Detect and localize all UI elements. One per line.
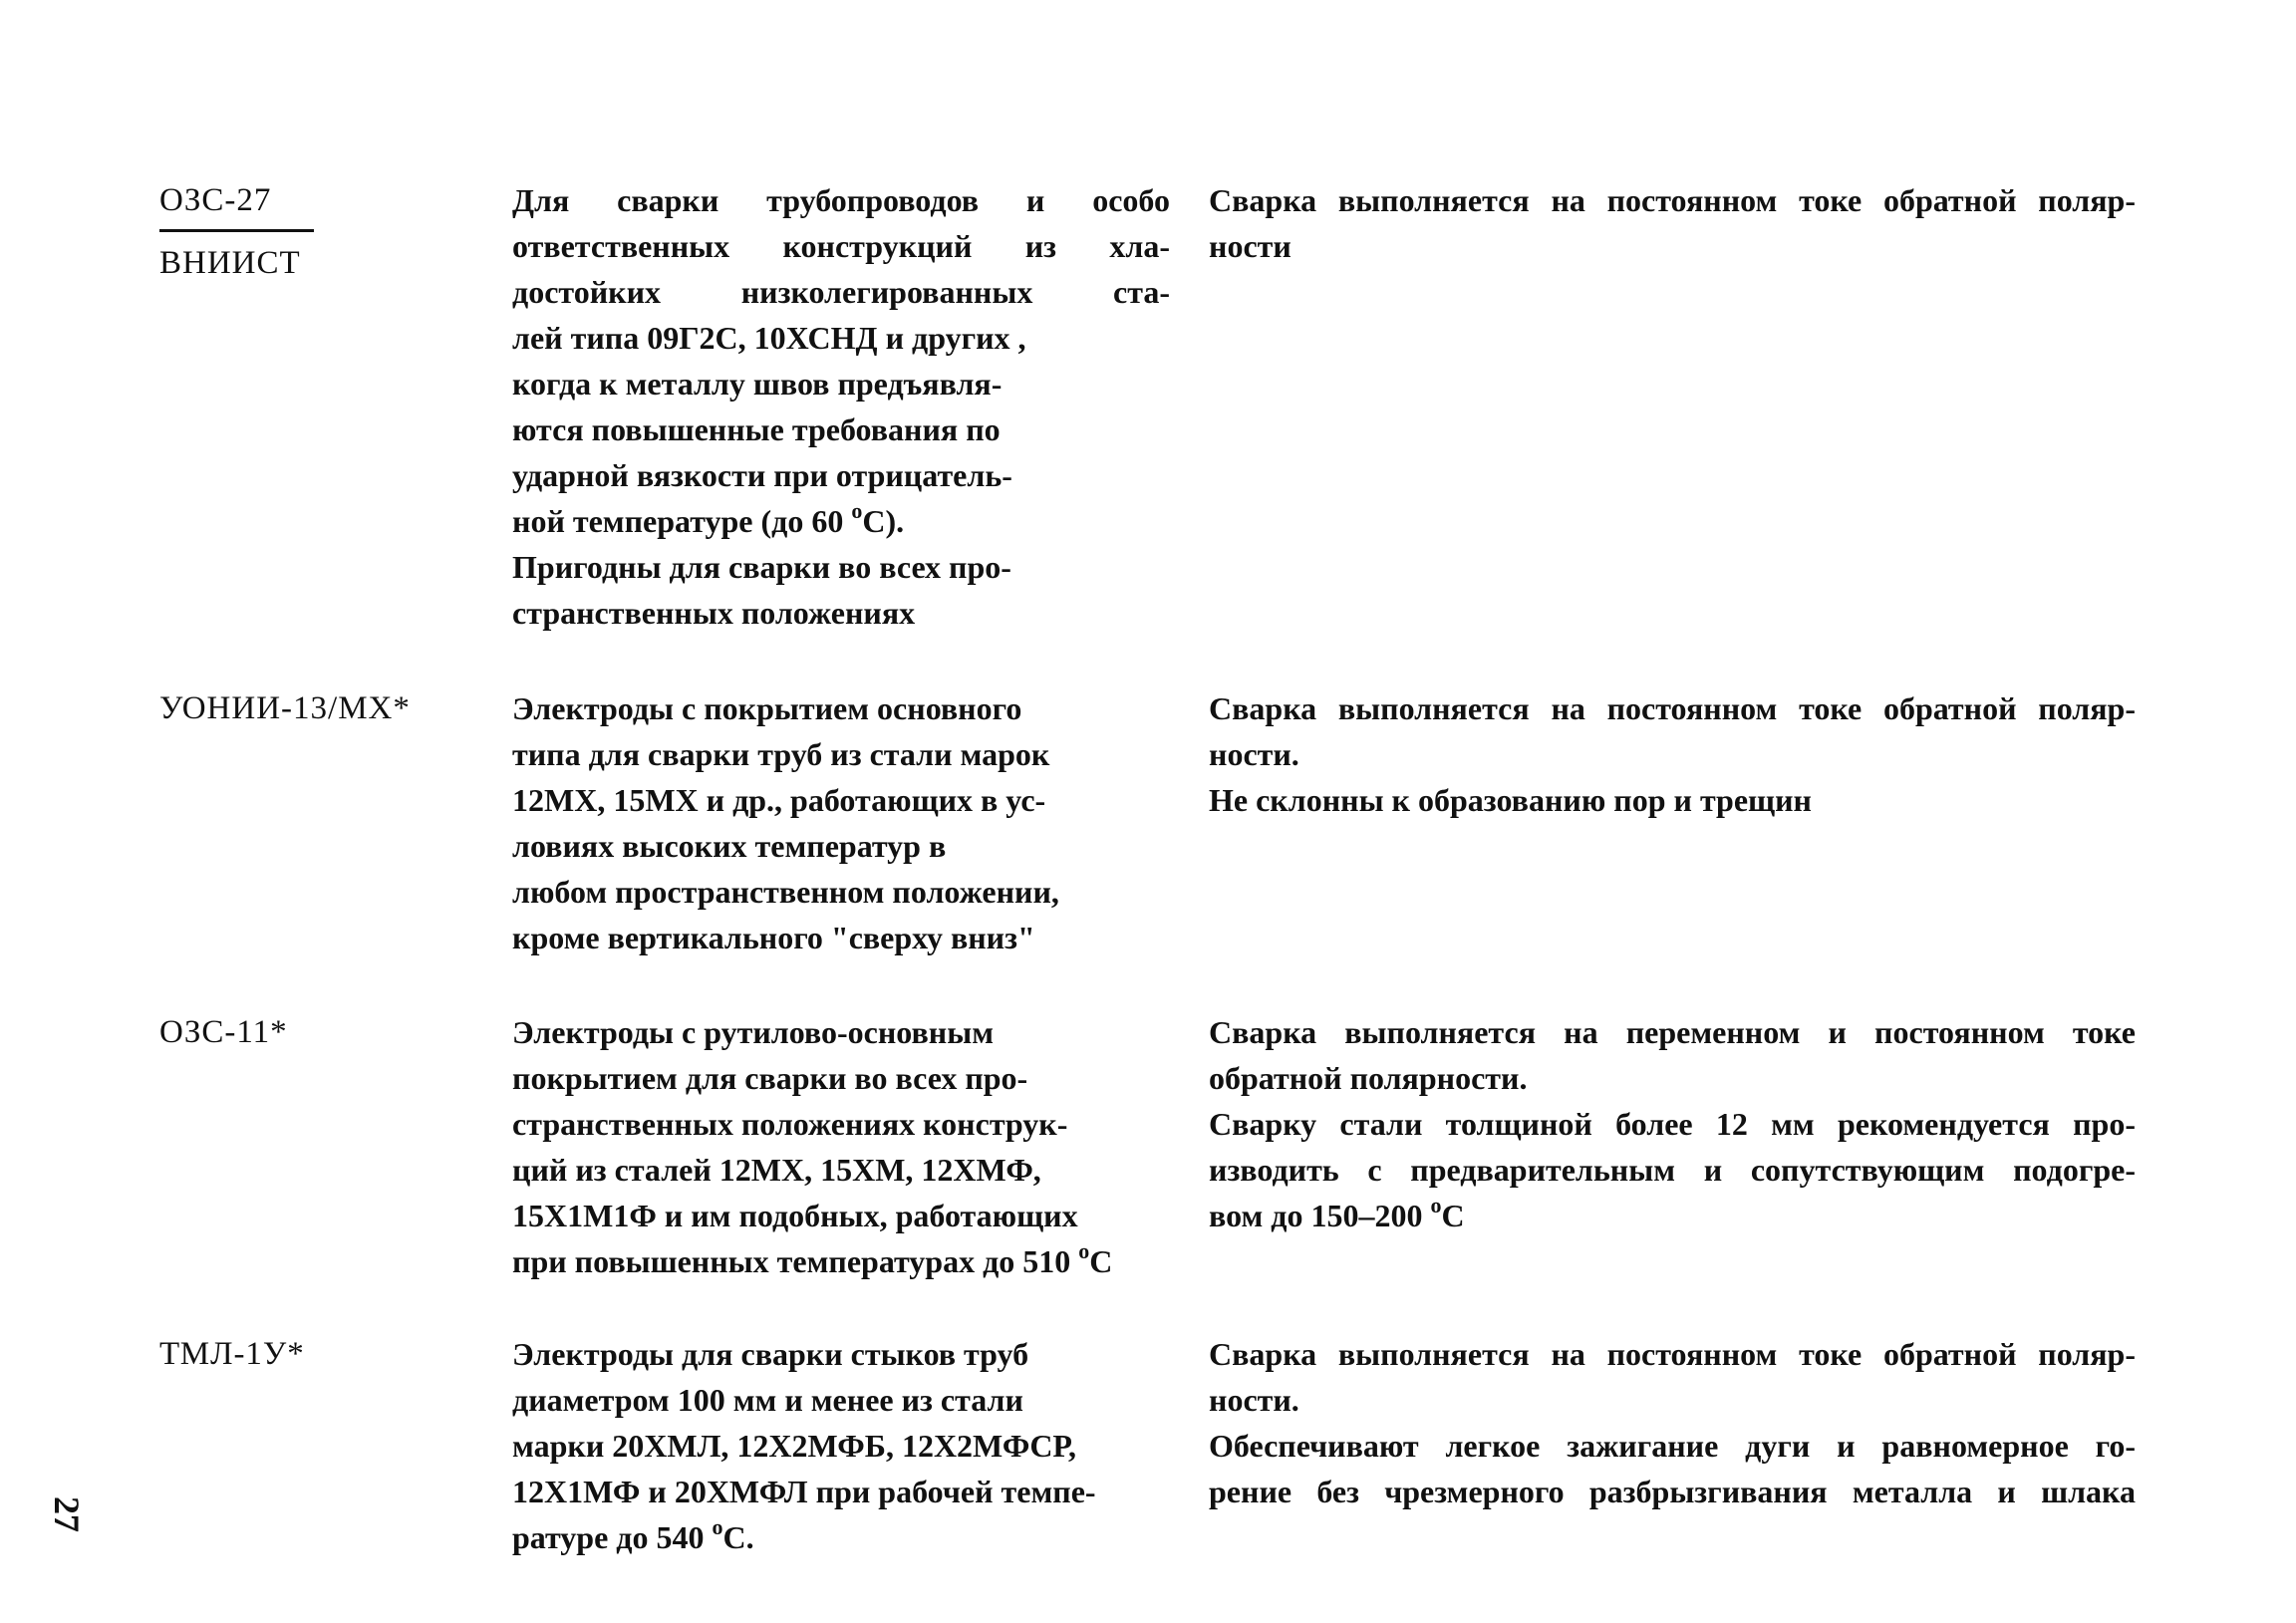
welding-notes (1209, 177, 2136, 269)
description-line: покрытием для сварки во всех про- (512, 1060, 1028, 1096)
electrode-description (512, 1331, 1170, 1560)
description-line: ций из сталей 12МХ, 15ХМ, 12ХМФ, (512, 1152, 1041, 1188)
description-line: когда к металлу швов предъявля- (512, 366, 1003, 402)
fraction-rule (159, 229, 314, 232)
note-line: обратной полярности. (1209, 1060, 1528, 1096)
note-line: ности. (1209, 736, 1299, 772)
description-line: ной температуре (до 60 $^o$С). (512, 498, 905, 539)
electrode-name-line: ОЗС-27 (159, 182, 272, 218)
electrode-name (159, 1331, 488, 1377)
description-line: любом пространственном положении, (512, 874, 1059, 910)
electrode-name (159, 685, 488, 731)
note-line: Сварка выполняется на постоянном токе обратной поляр- (1209, 182, 2136, 218)
description-line: Электроды с покрытием основного (512, 690, 1022, 726)
description-line: при повышенных температурах до 510 $^o$С (512, 1238, 1113, 1279)
note-line: ности (1209, 228, 1292, 264)
description-line: диаметром 100 мм и менее из стали (512, 1382, 1023, 1418)
description-line: ратуре до 540 $^o$С. (512, 1514, 754, 1555)
description-line: ответственных конструкций из хла- (512, 228, 1170, 264)
note-line: Сварка выполняется на постоянном токе обратной поляр- (1209, 690, 2136, 726)
description-line: странственных положениях (512, 595, 916, 631)
electrode-name (159, 177, 488, 286)
welding-notes (1209, 1009, 2136, 1238)
electrode-name-line: УОНИИ-13/МХ* (159, 690, 411, 726)
description-line: 12Х1МФ и 20ХМФЛ при рабочей темпе- (512, 1474, 1096, 1509)
description-line: марки 20ХМЛ, 12Х2МФБ, 12Х2МФСР, (512, 1428, 1076, 1464)
description-line: Электроды с рутилово-основным (512, 1014, 994, 1050)
note-line: рение без чрезмерного разбрызгивания металла и шлака (1209, 1474, 2136, 1509)
page-number: 27 (47, 1496, 87, 1532)
electrode-description (512, 177, 1170, 636)
note-line: Не склонны к образованию пор и трещин (1209, 782, 1812, 818)
note-line: Обеспечивают легкое зажигание дуги и равномерное го- (1209, 1428, 2136, 1464)
note-line: Сварка выполняется на постоянном токе обратной поляр- (1209, 1336, 2136, 1372)
note-line: вом до 150–200 $^o$С (1209, 1193, 1465, 1233)
description-line: 12МХ, 15МХ и др., работающих в ус- (512, 782, 1046, 818)
degree-symbol: o (712, 1514, 723, 1539)
electrode-name-line: ТМЛ-1У* (159, 1336, 305, 1372)
electrode-name-line: ОЗС-11* (159, 1014, 288, 1050)
description-line: странственных положениях конструк- (512, 1106, 1068, 1142)
description-line: типа для сварки труб из стали марок (512, 736, 1050, 772)
description-line: лей типа 09Г2С, 10ХСНД и других , (512, 320, 1026, 356)
note-line: Сварку стали толщиной более 12 мм рекомендуется про- (1209, 1106, 2136, 1142)
degree-symbol: o (851, 498, 863, 523)
description-line: кроме вертикального "сверху вниз" (512, 920, 1035, 955)
electrode-description (512, 1009, 1170, 1284)
electrode-name (159, 1009, 488, 1055)
welding-notes (1209, 1331, 2136, 1514)
description-line: Пригодны для сварки во всех про- (512, 549, 1011, 585)
degree-symbol: o (1430, 1193, 1442, 1217)
note-line: Сварка выполняется на переменном и постоянном токе (1209, 1014, 2136, 1050)
electrode-name-line: ВНИИСТ (159, 245, 301, 281)
description-line: достойких низколегированных ста- (512, 274, 1170, 310)
description-line: Для сварки трубопроводов и особо (512, 182, 1170, 218)
note-line: ности. (1209, 1382, 1299, 1418)
electrode-description (512, 685, 1170, 960)
description-line: ются повышенные требования по (512, 411, 1001, 447)
description-line: Электроды для сварки стыков труб (512, 1336, 1029, 1372)
degree-symbol: o (1078, 1238, 1090, 1263)
description-line: ударной вязкости при отрицатель- (512, 457, 1012, 493)
note-line: изводить с предварительным и сопутствующим подогре- (1209, 1152, 2136, 1188)
description-line: 15Х1М1Ф и им подобных, работающих (512, 1198, 1078, 1233)
welding-notes (1209, 685, 2136, 823)
description-line: ловиях высоких температур в (512, 828, 947, 864)
